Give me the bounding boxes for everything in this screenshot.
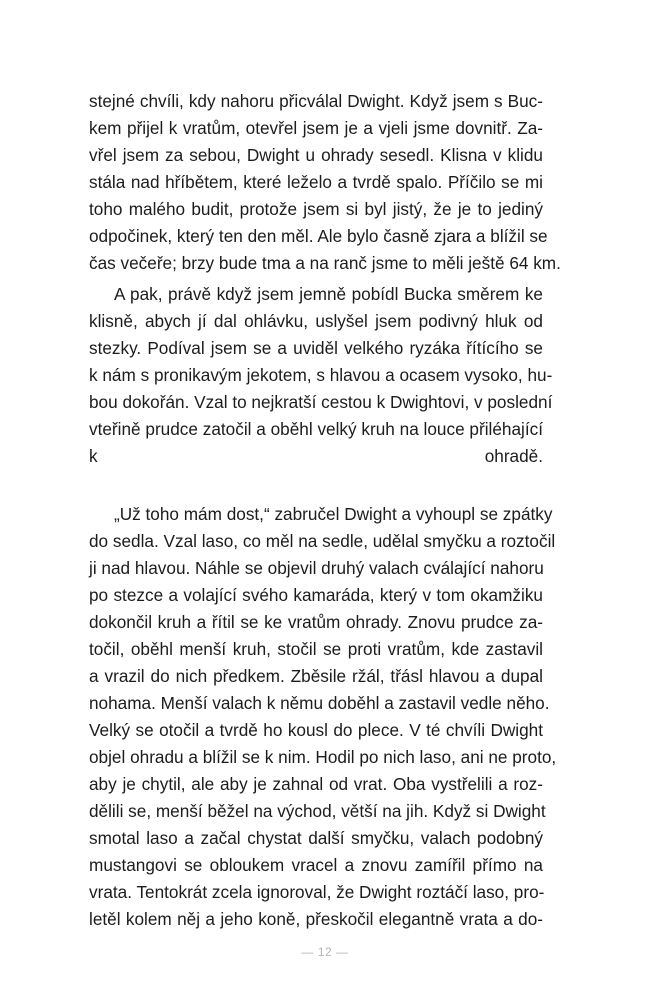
text-line: do sedla. Vzal laso, co měl na sedle, udělal smyčku a roztočil: [89, 531, 556, 551]
text-line: dělili se, menší běžel na východ, větší na jih. Když si Dwight: [89, 801, 546, 821]
text-line: objel ohradu a blížil se k nim. Hodil po nich laso, ani ne proto,: [89, 747, 557, 767]
text-line: točil, oběhl menší kruh, stočil se proti vratům, kde zastavil: [89, 639, 543, 659]
text-line: čas večeře; brzy bude tma a na ranč jsme to měli ještě 64 km.: [89, 253, 561, 273]
text-line: nohama. Menší valach k němu doběhl a zastavil vedle něho.: [89, 693, 550, 713]
text-line: stejné chvíli, kdy nahoru přicválal Dwight. Když jsem s Buc-: [89, 91, 543, 111]
text-line: klisně, abych jí dal ohlávku, uslyšel jsem podivný hluk od: [89, 311, 543, 331]
text-line: odpočinek, který ten den měl. Ale bylo časně zjara a blížil se: [89, 226, 548, 246]
text-line: [89, 470, 543, 496]
text-line: k nám s pronikavým jekotem, s hlavou a ocasem vysoko, hu-: [89, 365, 553, 385]
text-line: A pak, právě když jsem jemně pobídl Bucka směrem ke: [114, 284, 543, 304]
text-line: smotal laso a začal chystat další smyčku, valach podobný: [89, 828, 543, 848]
text-line: Velký se otočil a tvrdě ho kousl do plece. V té chvíli Dwight: [89, 720, 543, 740]
text-line: a vrazil do nich předkem. Zběsile ržál, třásl hlavou a dupal: [89, 666, 543, 686]
text-line: mustangovi se obloukem vracel a znovu zamířil přímo na: [89, 855, 543, 875]
text-line: ji nad hlavou. Náhle se objevil druhý valach cválající nahoru: [89, 558, 544, 578]
text-line: k ohradě.: [89, 446, 543, 466]
text-line: stála nad hříbětem, které leželo a tvrdě spalo. Příčilo se mi: [89, 172, 543, 192]
text-line: bou dokořán. Vzal to nejkratší cestou k Dwightovi, v poslední: [89, 392, 553, 412]
text-line: vřel jsem za sebou, Dwight u ohrady sesedl. Klisna v klidu: [89, 145, 543, 165]
text-line: kem přijel k vratům, otevřel jsem je a vjeli jsme dovnitř. Za-: [89, 118, 543, 138]
page-number: — 12 —: [301, 945, 349, 959]
text-line: po stezce a volající svého kamaráda, který v tom okamžiku: [89, 585, 543, 605]
text-line: vteřině prudce zatočil a oběhl velký kruh na louce přiléhající: [89, 419, 543, 439]
text-line: „Už toho mám dost,“ zabručel Dwight a vyhoupl se zpátky: [114, 504, 553, 524]
text-line: dokončil kruh a řítil se ke vratům ohrady. Znovu prudce za-: [89, 612, 543, 632]
text-line: vrata. Tentokrát zcela ignoroval, že Dwight roztáčí laso, pro-: [89, 882, 545, 902]
text-line: letěl kolem něj a jeho koně, přeskočil elegantně vrata a do-: [89, 909, 543, 929]
text-line: stezky. Podíval jsem se a uviděl velkého ryzáka řítícího se: [89, 338, 543, 358]
text-line: toho malého budit, protože jsem si byl jistý, že je to jediný: [89, 199, 543, 219]
text-line: aby je chytil, ale aby je zahnal od vrat. Oba vystřelili a roz-: [89, 774, 543, 794]
